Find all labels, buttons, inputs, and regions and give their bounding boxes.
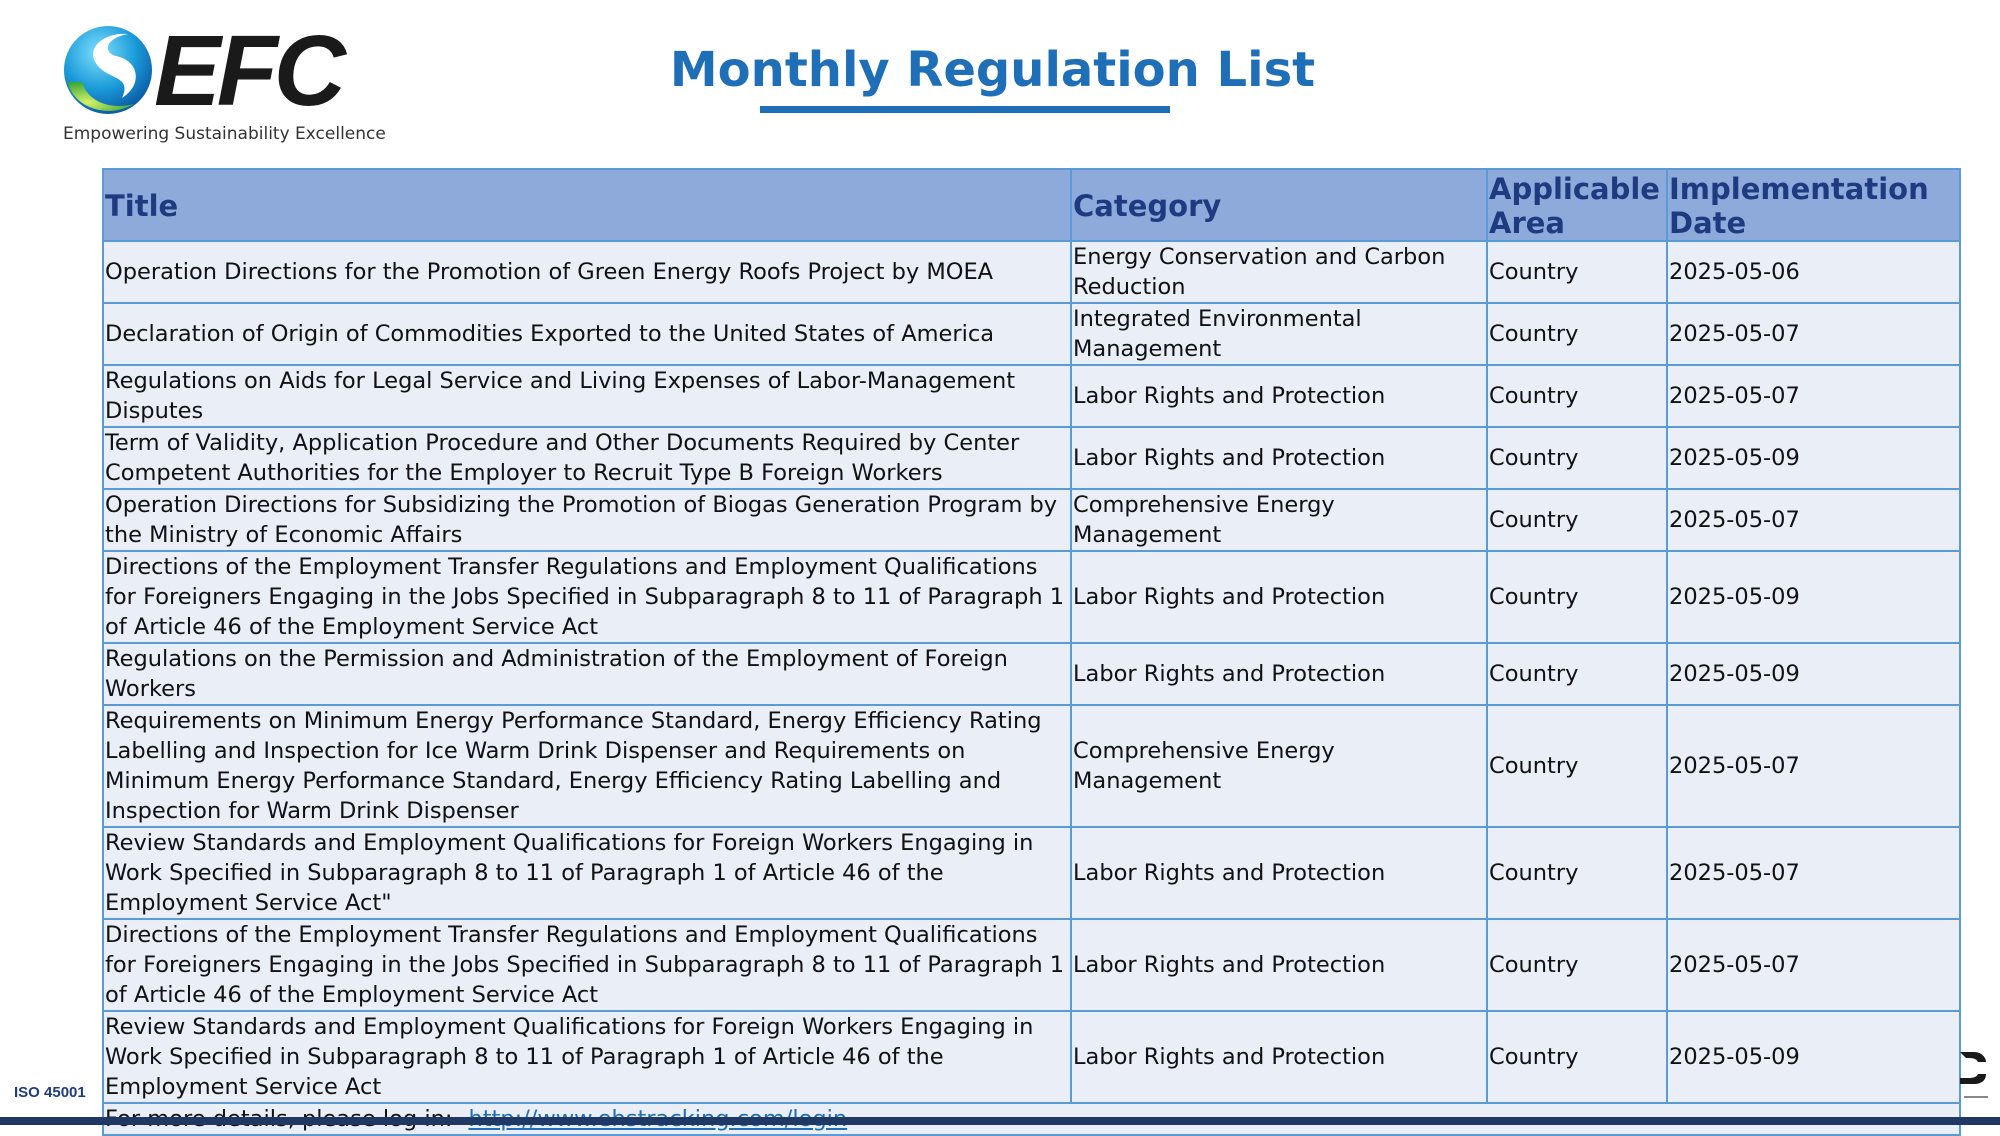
regulation-category: Integrated Environmental Management (1071, 303, 1487, 365)
table-row (103, 241, 1960, 303)
table-row (103, 303, 1960, 365)
partial-logo-mark (1960, 1040, 2000, 1110)
regulation-area: Country (1487, 1011, 1667, 1103)
regulation-area: Country (1487, 365, 1667, 427)
regulation-area: Country (1487, 241, 1667, 303)
regulation-category: Labor Rights and Protection (1071, 643, 1487, 705)
regulation-date: 2025-05-07 (1667, 489, 1960, 551)
table-row (103, 1011, 1960, 1103)
regulation-date: 2025-05-07 (1667, 827, 1960, 919)
regulation-title: Regulations on the Permission and Administration of the Employment of Foreign Workers (103, 643, 1071, 705)
table-row (103, 643, 1960, 705)
regulation-table (102, 168, 1961, 1136)
regulation-title: Operation Directions for Subsidizing the Promotion of Biogas Generation Program by the Ministry of Economic Affairs (103, 489, 1071, 551)
regulation-date: 2025-05-07 (1667, 303, 1960, 365)
brand-name: EFC (154, 15, 342, 127)
regulation-category: Labor Rights and Protection (1071, 427, 1487, 489)
regulation-title: Review Standards and Employment Qualifications for Foreign Workers Engaging in Work Specified in Subparagraph 8 to 11 of Paragraph 1 of Article 46 of the Employment Service Act" (103, 827, 1071, 919)
regulation-title: Directions of the Employment Transfer Regulations and Employment Qualifications for Foreigners Engaging in the Jobs Specified in Subparagraph 8 to 11 of Paragraph 1 of Article 46 of the Employment Service Act (103, 919, 1071, 1011)
regulation-title: Review Standards and Employment Qualifications for Foreign Workers Engaging in Work Specified in Subparagraph 8 to 11 of Paragraph 1 of Article 46 of the Employment Service Act (103, 1011, 1071, 1103)
regulation-category: Labor Rights and Protection (1071, 827, 1487, 919)
header-implementation-date: Implementation Date (1667, 169, 1960, 241)
table-row (103, 365, 1960, 427)
regulation-title: Directions of the Employment Transfer Regulations and Employment Qualifications for Foreigners Engaging in the Jobs Specified in Subparagraph 8 to 11 of Paragraph 1 of Article 46 of the Employment Service Act (103, 551, 1071, 643)
regulation-category: Labor Rights and Protection (1071, 551, 1487, 643)
regulation-date: 2025-05-09 (1667, 1011, 1960, 1103)
table-row (103, 427, 1960, 489)
regulation-category: Energy Conservation and Carbon Reduction (1071, 241, 1487, 303)
regulation-area: Country (1487, 643, 1667, 705)
regulation-category: Comprehensive Energy Management (1071, 705, 1487, 827)
regulation-area: Country (1487, 303, 1667, 365)
regulation-category: Labor Rights and Protection (1071, 365, 1487, 427)
regulation-title: Requirements on Minimum Energy Performance Standard, Energy Efficiency Rating Labelling and Inspection for Ice Warm Drink Dispenser and Requirements on Minimum Energy Performance Standard, Energy Efficiency Rating Labelling and Inspection for Warm Drink Dispenser (103, 705, 1071, 827)
header-category: Category (1071, 169, 1487, 241)
table-row (103, 551, 1960, 643)
regulation-area: Country (1487, 919, 1667, 1011)
regulation-area: Country (1487, 705, 1667, 827)
table-row (103, 827, 1960, 919)
regulation-title: Operation Directions for the Promotion of Green Energy Roofs Project by MOEA (103, 241, 1071, 303)
header-applicable-area: Applicable Area (1487, 169, 1667, 241)
header-title: Title (103, 169, 1071, 241)
regulation-area: Country (1487, 827, 1667, 919)
regulation-date: 2025-05-07 (1667, 365, 1960, 427)
iso-tag: ISO 45001 (14, 1084, 86, 1101)
regulation-title: Regulations on Aids for Legal Service and Living Expenses of Labor-Management Disputes (103, 365, 1071, 427)
bottom-bar (0, 1117, 2000, 1125)
page-title: Monthly Regulation List (669, 42, 1316, 98)
table-header-row (103, 169, 1960, 241)
title-underline (760, 106, 1170, 113)
regulation-date: 2025-05-09 (1667, 643, 1960, 705)
regulation-title: Declaration of Origin of Commodities Exported to the United States of America (103, 303, 1071, 365)
regulation-category: Labor Rights and Protection (1071, 919, 1487, 1011)
regulation-title: Term of Validity, Application Procedure and Other Documents Required by Center Competent Authorities for the Employer to Recruit Type B Foreign Workers (103, 427, 1071, 489)
table-row (103, 489, 1960, 551)
regulation-category: Labor Rights and Protection (1071, 1011, 1487, 1103)
regulation-date: 2025-05-07 (1667, 919, 1960, 1011)
regulation-area: Country (1487, 551, 1667, 643)
table-row (103, 705, 1960, 827)
regulation-date: 2025-05-06 (1667, 241, 1960, 303)
regulation-date: 2025-05-09 (1667, 551, 1960, 643)
regulation-date: 2025-05-09 (1667, 427, 1960, 489)
regulation-area: Country (1487, 489, 1667, 551)
regulation-category: Comprehensive Energy Management (1071, 489, 1487, 551)
regulation-date: 2025-05-07 (1667, 705, 1960, 827)
regulation-area: Country (1487, 427, 1667, 489)
brand-tagline: Empowering Sustainability Excellence (63, 124, 386, 144)
table-row (103, 919, 1960, 1011)
partial-logo-icon (1960, 1040, 2000, 1110)
